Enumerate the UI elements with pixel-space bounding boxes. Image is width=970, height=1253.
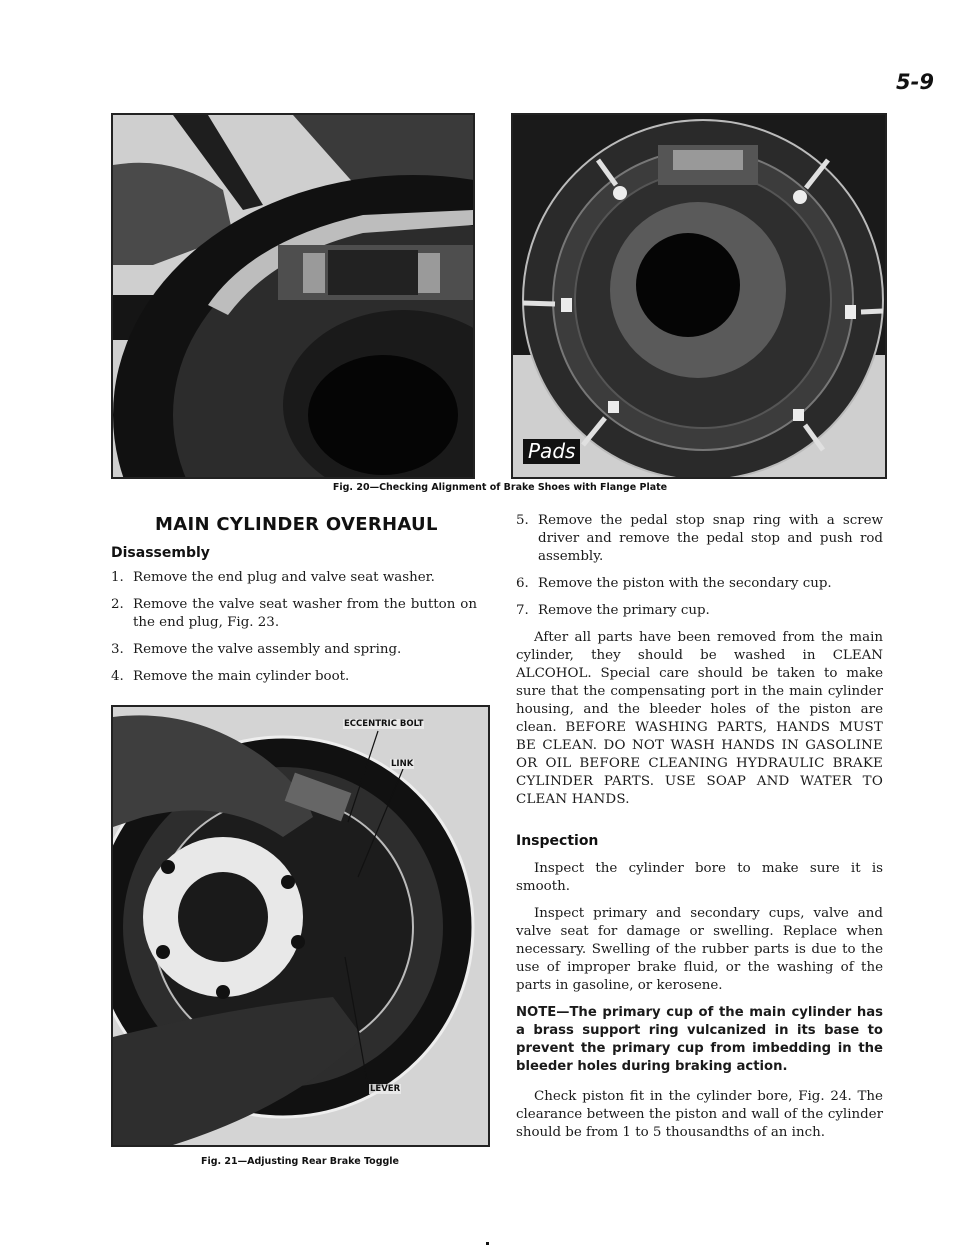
- inspection-heading: Inspection: [516, 833, 599, 849]
- step-text: Remove the main cylinder boot.: [133, 669, 350, 684]
- step-item: [516, 575, 883, 593]
- step-item: [516, 512, 883, 566]
- cleaning-warning: BEFORE WASHING PARTS, HANDS MUST BE CLEAN. DO NOT WASH HANDS IN GASOLINE OR OIL BEFORE CLEANING HYDRAULIC BRAKE CYLINDER PARTS. USE SOAP AND WATER TO CLEAN HANDS.: [516, 720, 883, 807]
- step-item: [111, 668, 477, 686]
- right-column: [516, 512, 883, 818]
- page-number: 5-9: [896, 70, 934, 94]
- rear-brake-toggle-image: [113, 707, 488, 1145]
- disassembly-heading: Disassembly: [111, 545, 210, 561]
- fig20-photo-flange-plate-pads: [511, 113, 887, 479]
- cleaning-paragraph: [516, 629, 883, 809]
- step-number: 6.: [516, 576, 529, 591]
- brake-shoe-alignment-image: [113, 115, 473, 477]
- page-mark: [486, 1242, 489, 1245]
- step-number: 1.: [111, 570, 124, 585]
- step-number: 7.: [516, 603, 529, 618]
- lever-callout: LEVER: [370, 1084, 401, 1094]
- inspection-paragraph: Inspect primary and secondary cups, valve and valve seat for damage or swelling. Replace when necessary. Swelling of the rubber parts is due to the use of improper brake fluid, or the washing of the parts in gasoline, or kerosene.: [516, 906, 883, 993]
- piston-fit-paragraph: Check piston fit in the cylinder bore, Fig. 24. The clearance between the piston and wall of the cylinder should be from 1 to 5 thousandths of an inch.: [516, 1089, 883, 1140]
- step-number: 3.: [111, 642, 124, 657]
- step-text: Remove the valve assembly and spring.: [133, 642, 402, 657]
- step-text: Remove the piston with the secondary cup.: [538, 576, 832, 591]
- fig20-caption: Fig. 20—Checking Alignment of Brake Shoes with Flange Plate: [332, 482, 668, 493]
- step-item: [111, 641, 477, 659]
- step-text: Remove the end plug and valve seat washer.: [133, 570, 435, 585]
- pads-label: Pads: [523, 439, 580, 464]
- step-text: Remove the primary cup.: [538, 603, 710, 618]
- inspection-paragraph: Inspect the cylinder bore to make sure it is smooth.: [516, 861, 883, 894]
- step-item: [111, 569, 477, 587]
- section-title: MAIN CYLINDER OVERHAUL: [155, 514, 438, 535]
- eccentric-bolt-callout: ECCENTRIC BOLT: [344, 719, 424, 729]
- left-column: [111, 569, 477, 695]
- flange-plate-pads-image: [513, 115, 885, 477]
- step-number: 2.: [111, 597, 124, 612]
- fig20-photo-brake-shoe-check: [111, 113, 475, 479]
- fig21-photo-rear-brake-toggle: [111, 705, 490, 1147]
- link-callout: LINK: [391, 759, 414, 769]
- step-text: Remove the pedal stop snap ring with a screw driver and remove the pedal stop and push rod assembly.: [538, 513, 883, 564]
- step-item: [516, 602, 883, 620]
- cleaning-text: After all parts have been removed from the main cylinder, they should be washed in CLEAN ALCOHOL. Special care should be taken to make sure that the compensating port in the main cylinder housing, and the bleeder holes of the piston are clean.: [516, 630, 883, 735]
- fig21-caption: Fig. 21—Adjusting Rear Brake Toggle: [200, 1156, 400, 1167]
- inspection-note: NOTE—The primary cup of the main cylinder has a brass support ring vulcanized in its base to prevent the primary cup from imbedding in the bleeder holes during braking action.: [516, 1005, 883, 1074]
- inspection-column: [516, 860, 883, 1151]
- step-number: 4.: [111, 669, 124, 684]
- step-number: 5.: [516, 513, 529, 528]
- step-text: Remove the valve seat washer from the button on the end plug, Fig. 23.: [133, 597, 477, 630]
- step-item: [111, 596, 477, 632]
